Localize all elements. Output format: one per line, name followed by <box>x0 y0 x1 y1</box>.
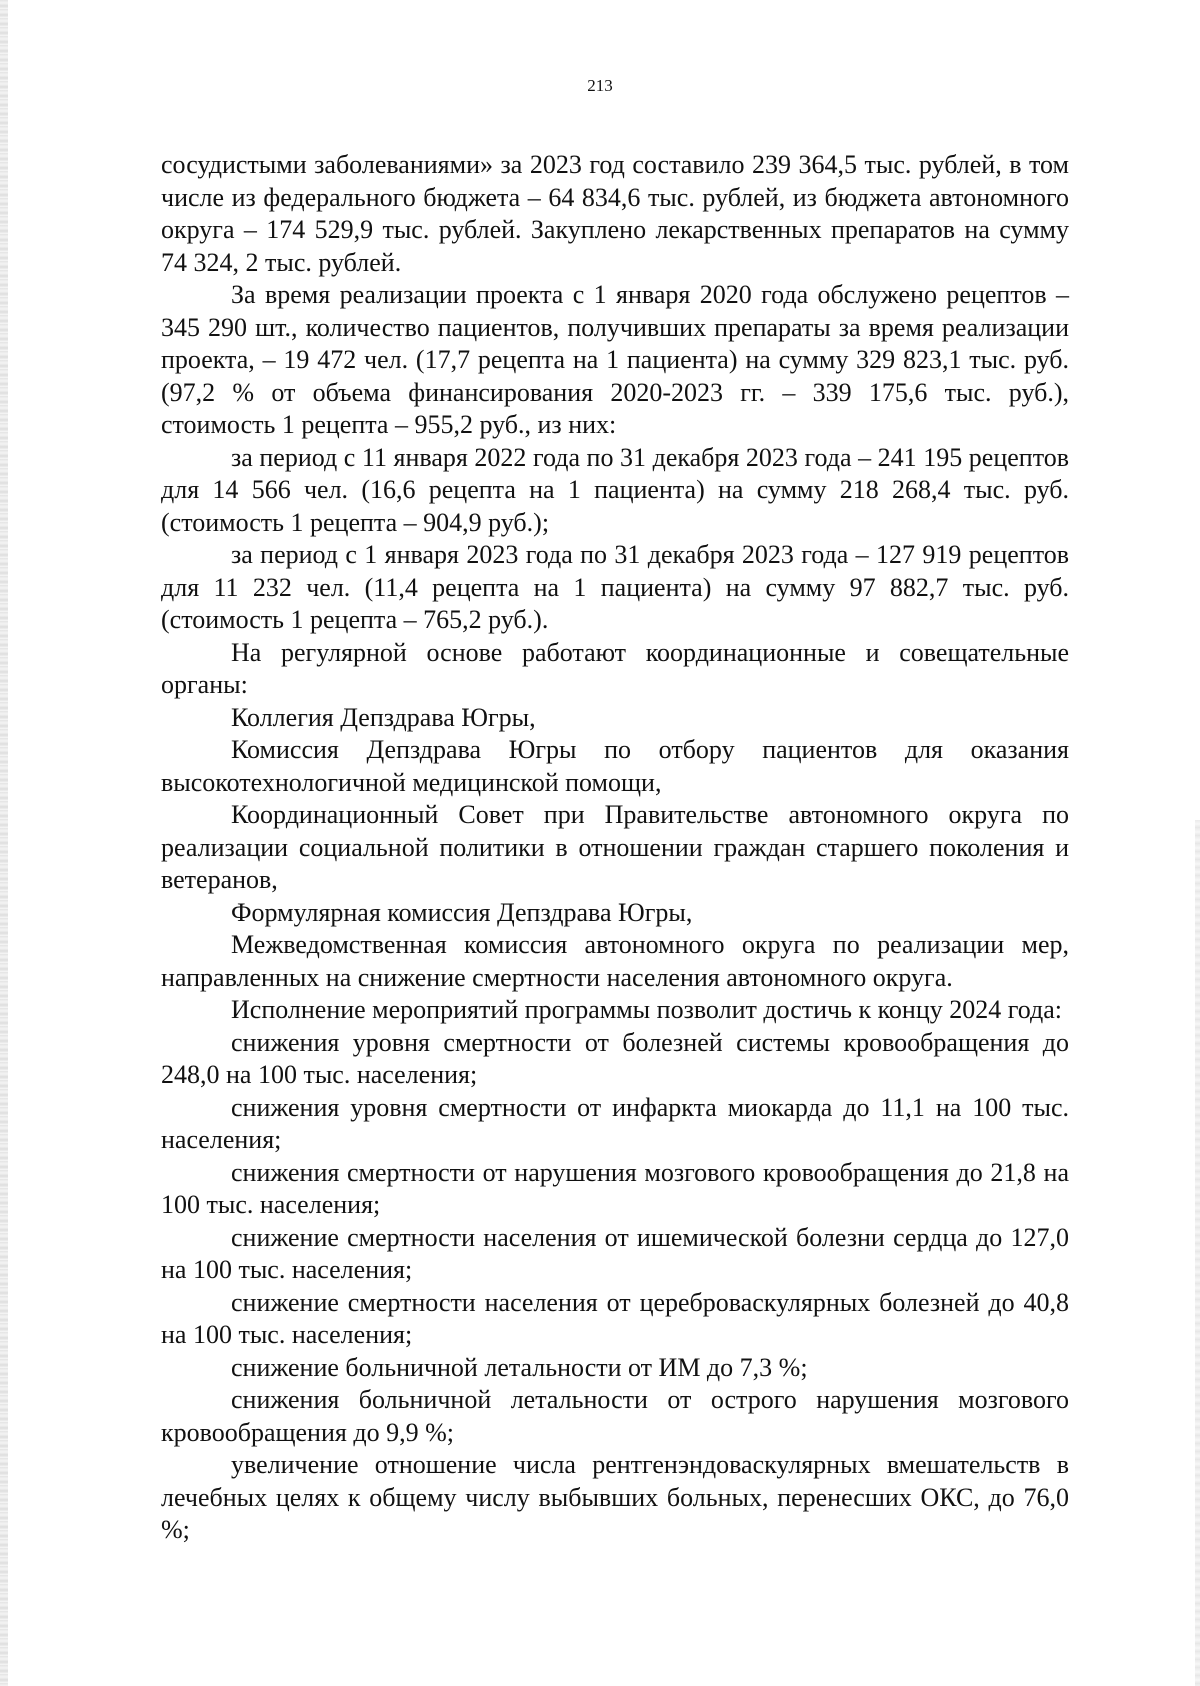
document-body <box>161 149 1069 1547</box>
list-item-interdepartmental-commission: Межведомственная комиссия автономного округа по реализации мер, направленных на снижение смертности населения автономного округа. <box>161 930 1069 992</box>
goal-item-6: снижение больничной летальности от ИМ до 7,3 %; <box>231 1352 808 1382</box>
list-item-coordination-council: Координационный Совет при Правительстве автономного округа по реализации социальной политики в отношении граждан старшего поколения и ветеранов, <box>161 800 1069 894</box>
paragraph-5: На регулярной основе работают координационные и совещательные органы: <box>161 637 1069 699</box>
paragraph-2: За время реализации проекта с 1 января 2020 года обслужено рецептов – 345 290 шт., количество пациентов, получивших препараты за время реализации проекта, – 19 472 чел. (17,7 рецепта на 1 пациента) на сумму 329 823,1 тыс. руб. (97,2 % от объема финансирования 2020-2023 гг. – 339 175,6 тыс. руб.), стоимость 1 рецепта – 955,2 руб., из них: <box>161 280 1069 439</box>
goal-item-1: снижения уровня смертности от болезней системы кровообращения до 248,0 на 100 тыс. населения; <box>161 1027 1069 1089</box>
list-item-collegium: Коллегия Депздрава Югры, <box>231 702 536 732</box>
scan-edge-left <box>0 0 8 1686</box>
scan-edge-right <box>1195 820 1200 1686</box>
goal-item-4: снижение смертности населения от ишемической болезни сердца до 127,0 на 100 тыс. населения; <box>161 1222 1069 1284</box>
paragraph-3: за период с 11 января 2022 года по 31 декабря 2023 года – 241 195 рецептов для 14 566 чел. (16,6 рецепта на 1 пациента) на сумму 218 268,4 тыс. руб. (стоимость 1 рецепта – 904,9 руб.); <box>161 442 1069 537</box>
list-item-commission-htmc: Комиссия Депздрава Югры по отбору пациентов для оказания высокотехнологичной медицинской помощи, <box>161 735 1069 797</box>
goal-item-3: снижения смертности от нарушения мозгового кровообращения до 21,8 на 100 тыс. населения; <box>161 1157 1069 1219</box>
paragraph-program-goals: Исполнение мероприятий программы позволит достичь к концу 2024 года: <box>231 995 1062 1024</box>
paragraph-1: сосудистыми заболеваниями» за 2023 год составило 239 364,5 тыс. рублей, в том числе из федерального бюджета – 64 834,6 тыс. рублей, из бюджета автономного округа – 174 529,9 тыс. рублей. Закуплено лекарственных препаратов на сумму 74 324, 2 тыс. рублей. <box>161 150 1069 277</box>
page-number: 213 <box>587 76 613 95</box>
list-item-formulary-commission: Формулярная комиссия Депздрава Югры, <box>231 897 693 927</box>
goal-item-5: снижение смертности населения от цереброваскулярных болезней до 40,8 на 100 тыс. населения; <box>161 1287 1069 1349</box>
paragraph-4: за период с 1 января 2023 года по 31 декабря 2023 года – 127 919 рецептов для 11 232 чел. (11,4 рецепта на 1 пациента) на сумму 97 882,7 тыс. руб. (стоимость 1 рецепта – 765,2 руб.). <box>161 540 1069 634</box>
goal-item-7: снижения больничной летальности от острого нарушения мозгового кровообращения до 9,9 %; <box>161 1385 1069 1447</box>
goal-item-2: снижения уровня смертности от инфаркта миокарда до 11,1 на 100 тыс. населения; <box>161 1092 1069 1154</box>
goal-item-8: увеличение отношение числа рентгенэндоваскулярных вмешательств в лечебных целях к общему числу выбывших больных, перенесших ОКС, до 76,0 %; <box>161 1450 1069 1544</box>
